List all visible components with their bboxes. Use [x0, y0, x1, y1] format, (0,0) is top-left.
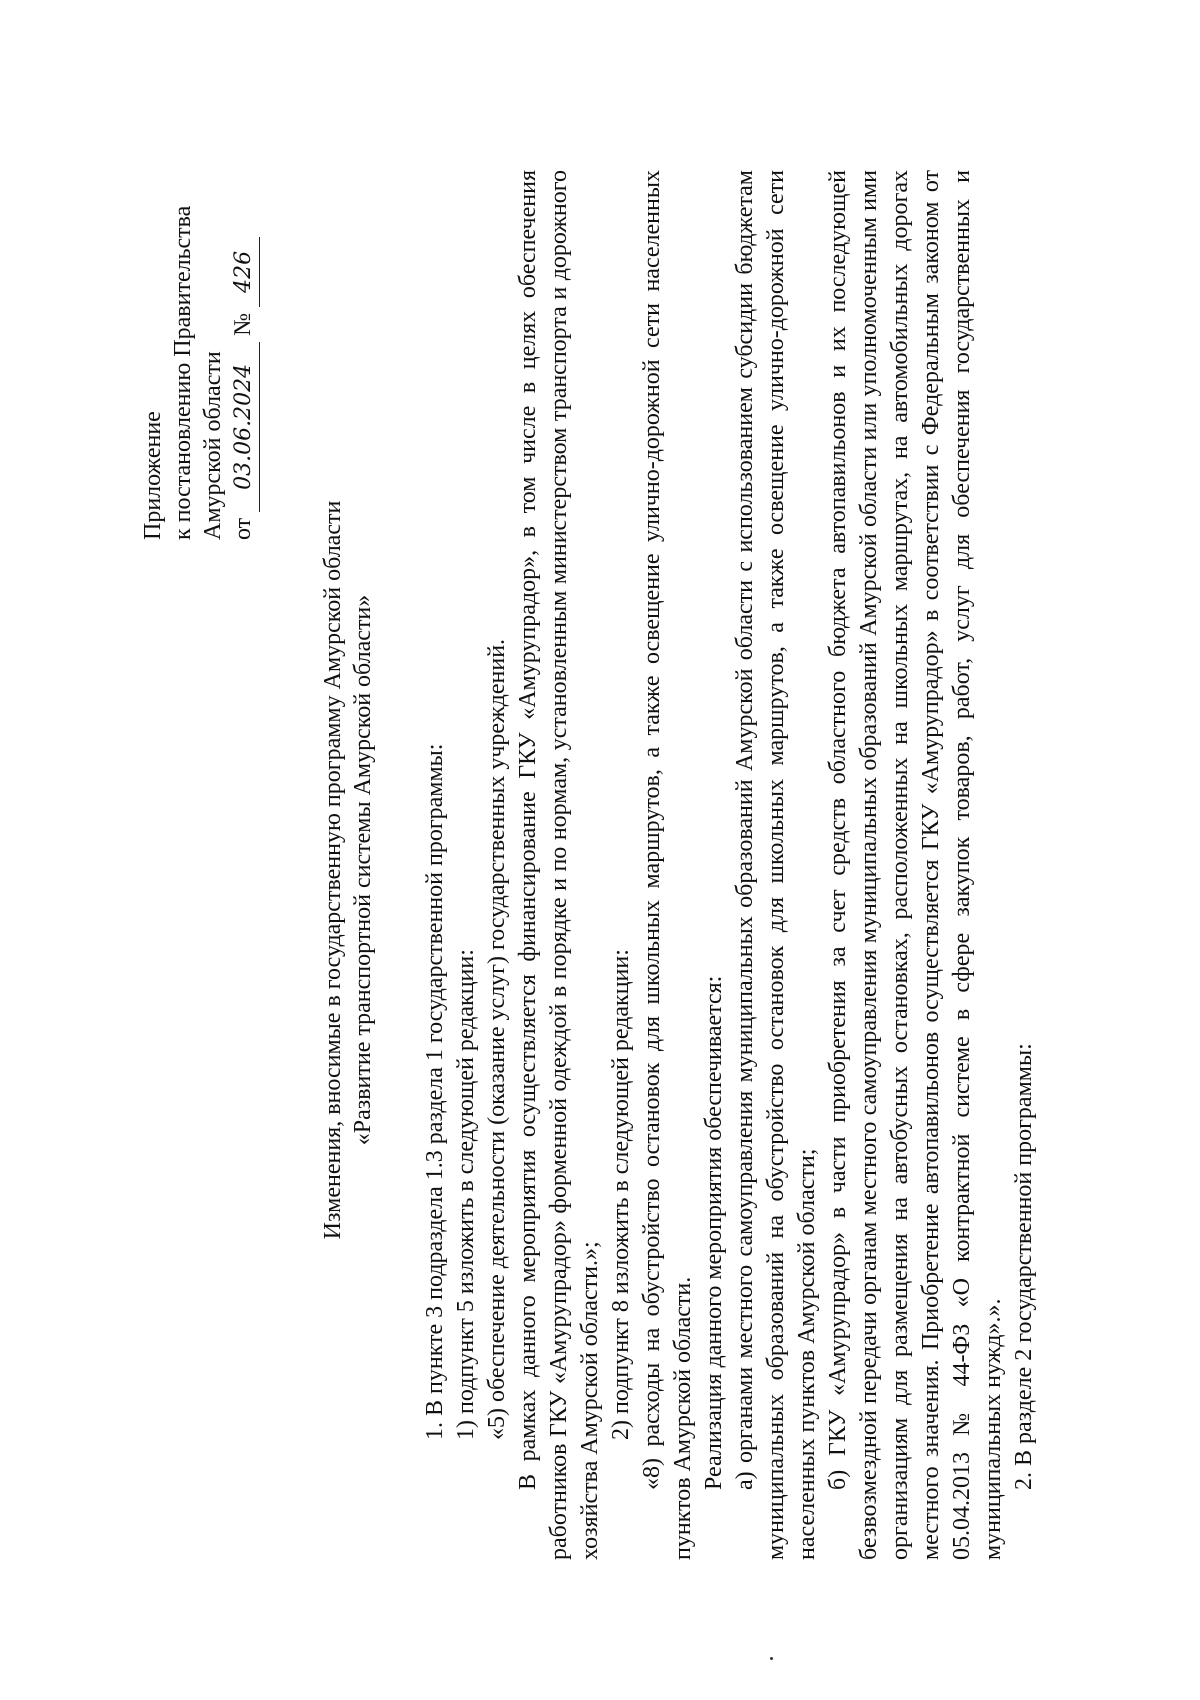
paragraph-8: а) органами местного самоуправления муниципальных образований Амурской области с использованием субсидии бюджетам муниципальных образований на обустройство остановок для школьных маршрутов, а также освещение улично-дорожной сети населенных пунктов Амурской области;	[732, 170, 820, 1560]
paragraph-10: 2. В разделе 2 государственной программы:	[1011, 1043, 1037, 1490]
approval-region-line: Амурской области	[200, 351, 226, 540]
paragraph-6: «8) расходы на обустройство остановок для школьных маршрутов, а также освещение улично-дорожной сети населенных пунктов Амурской области.	[639, 170, 696, 1560]
paragraph-4: В рамках данного мероприятия осуществляется финансирование ГКУ «Амурупрадор», в том числе в целях обеспечения работников ГКУ «Амурупрадор» форменной одеждой в порядке и по нормам, установленным министерством транспорта и дорожного хозяйства Амурской области.»;	[515, 170, 603, 1560]
paragraph-3: «5) обеспечение деятельности (оказание услуг) государственных учреждений.	[484, 638, 510, 1440]
paragraph-9: б) ГКУ «Амурупрадор» в части приобретения за счет средств областного бюджета автопавильонов и их последующей безвозмездной передачи органам местного самоуправления муниципальных образований Амурской области или уполномоченным ими организациям для размещения на автобусных остановках, расположенных на школьных маршрутах, на автомобильных дорогах местного значения. Приобретение автопавильонов осуществляется ГКУ «Амурупрадор» в соответствии с Федеральным законом от 05.04.2013 № 44-ФЗ «О контрактной системе в сфере закупок товаров, работ, услуг для обеспечения государственных и муниципальных нужд».».	[825, 170, 1006, 1560]
approval-date-number-line	[228, 120, 260, 540]
paragraph-1: 1. В пункте 3 подраздела 1.3 раздела 1 государственной программы:	[422, 743, 448, 1440]
title-line-1: Изменения, вносимые в государственную программу Амурской области	[320, 500, 346, 1240]
approval-resolution-line: к постановлению Правительства	[170, 205, 196, 540]
title-line-2: «Развитие транспортной системы Амурской области»	[350, 594, 376, 1146]
from-label: от	[230, 517, 256, 540]
handwritten-date: 03.06.2024	[229, 342, 260, 512]
scan-speck	[770, 1657, 773, 1660]
paragraph-2: 1) подпункт 5 изложить в следующей редакции:	[453, 949, 479, 1440]
document-title	[318, 420, 378, 1320]
paragraph-7: Реализация данного мероприятия обеспечивается:	[701, 975, 727, 1490]
number-label: №	[230, 312, 256, 336]
approval-heading: Приложение	[140, 411, 166, 540]
approval-block	[138, 120, 260, 540]
paragraph-5: 2) подпункт 8 изложить в следующей редакции:	[608, 949, 634, 1440]
document-body	[420, 170, 1040, 1560]
handwritten-number: 426	[229, 237, 260, 307]
